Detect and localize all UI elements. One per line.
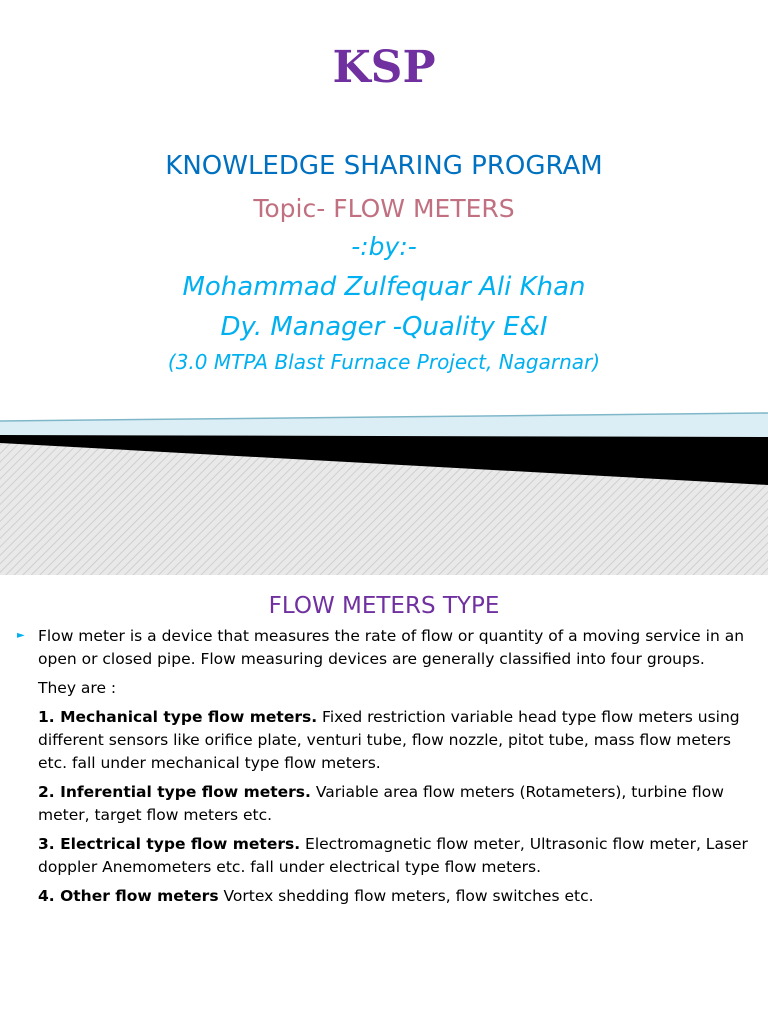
item-body: Vortex shedding flow meters, flow switches etc. <box>218 887 594 905</box>
author-name: Mohammad Zulfequar Ali Khan <box>182 272 586 302</box>
item-body: Variable area flow meters (Rotameters), turbine flow meter, target flow meters etc. <box>38 783 724 824</box>
slide-heading: FLOW METERS TYPE <box>268 593 500 619</box>
list-item <box>38 885 748 908</box>
topic: Topic- FLOW METERS <box>253 194 515 223</box>
item-head: 4. Other flow meters <box>38 887 219 905</box>
list-item <box>38 781 748 827</box>
item-head: 1. Mechanical type flow meters. <box>38 708 318 726</box>
bullet-icon: ► <box>17 630 25 641</box>
decorative-band <box>0 385 768 575</box>
program-name: KNOWLEDGE SHARING PROGRAM <box>165 151 603 181</box>
project-name: (3.0 MTPA Blast Furnace Project, Nagarnar) <box>167 350 601 374</box>
slide-title: KSP <box>332 42 436 93</box>
slide-body <box>38 625 748 914</box>
content-slide <box>0 575 768 1024</box>
item-head: 2. Inferential type flow meters. <box>38 783 311 801</box>
item-head: 3. Electrical type flow meters. <box>38 835 301 853</box>
item-body: Electromagnetic flow meter, Ultrasonic flow meter, Laser doppler Anemometers etc. fall under electrical type flow meters. <box>38 835 748 876</box>
list-item <box>38 833 748 879</box>
intro-paragraph: Flow meter is a device that measures the rate of flow or quantity of a moving service in an open or closed pipe. Flow measuring devices are generally classified into four groups. <box>38 627 745 668</box>
author-role: Dy. Manager -Quality E&I <box>220 312 548 342</box>
by-line: -:by:- <box>351 232 417 261</box>
list-item <box>38 706 748 775</box>
they-are-label: They are : <box>38 679 117 697</box>
item-body: Fixed restriction variable head type flow meters using different sensors like orifice plate, venturi tube, flow nozzle, pitot tube, mass flow meters etc. fall under mechanical type flow meters. <box>38 708 740 772</box>
